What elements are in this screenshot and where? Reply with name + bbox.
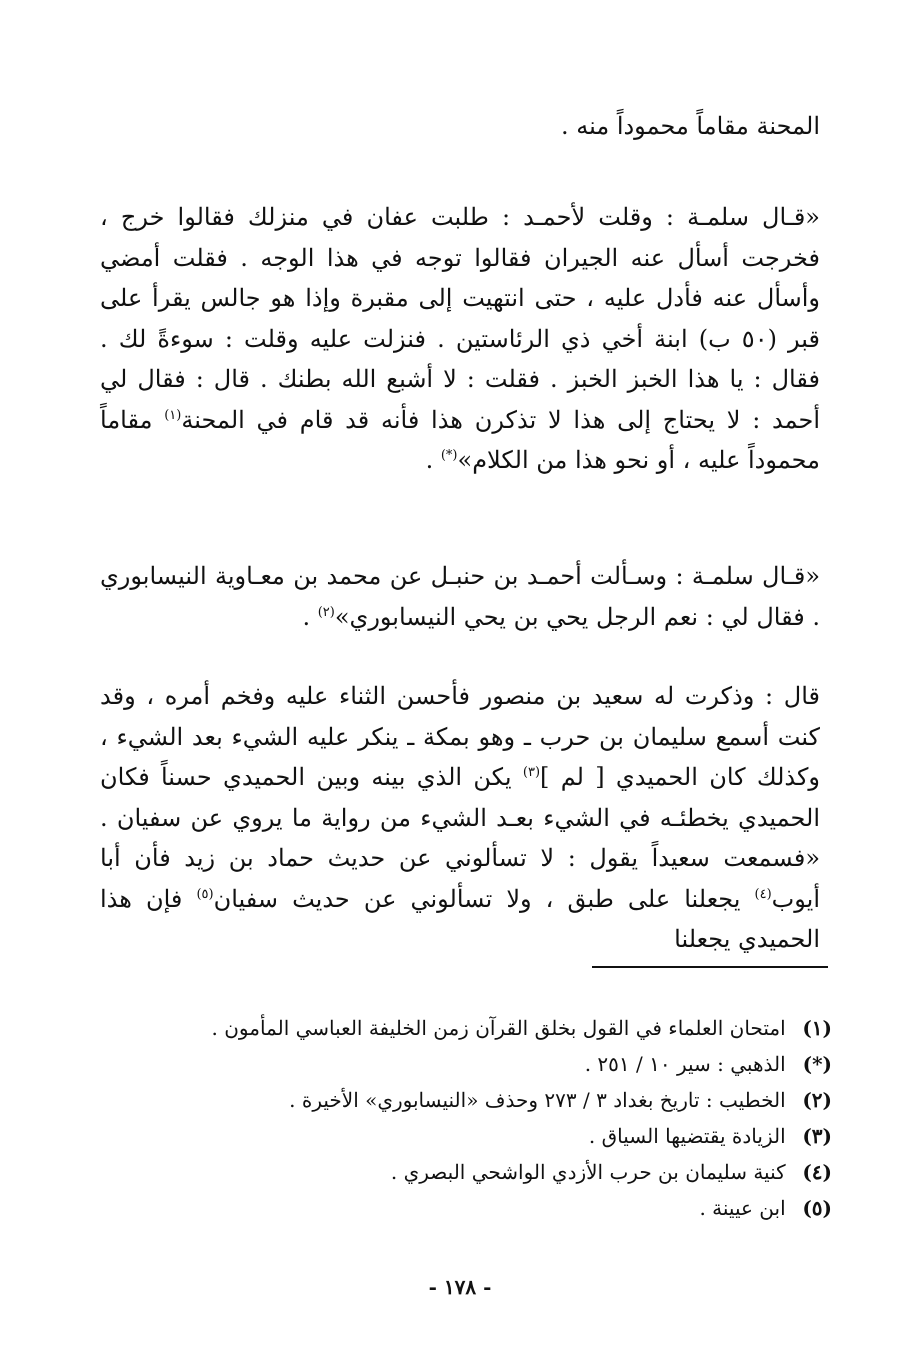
footnote-text: الذهبي : سير ١٠ / ٢٥١ .	[584, 1052, 786, 1076]
footnote-number: (١)	[802, 1016, 832, 1040]
footnote	[112, 1082, 832, 1118]
footnote-number: (*)	[802, 1052, 832, 1076]
footnote-number: (٢)	[802, 1088, 832, 1112]
body-text-segment: قال : وذكرت له سعيد بن منصور فأحسن الثناء عليه وفخم أمره ، وقد كنت أسمع سليمان بن حرب ـ وهو بمكة ـ ينكر عليه الشيء بعد الشيء ، وكذلك كان الحميدي [ لم ]	[100, 682, 821, 791]
footnote-separator	[592, 966, 828, 968]
footnote-text: الزيادة يقتضيها السياق .	[588, 1124, 786, 1148]
footnote-number: (٣)	[802, 1124, 832, 1148]
footnote-text: ابن عيينة .	[699, 1196, 786, 1220]
footnote	[112, 1010, 832, 1046]
body-text-segment: .	[302, 602, 318, 631]
footnote-text: الخطيب : تاريخ بغداد ٣ / ٢٧٣ وحذف «النيسابوري» الأخيرة .	[289, 1088, 786, 1112]
body-text-segment: المحنة مقاماً محموداً منه .	[560, 112, 820, 140]
body-text-segment: مقاماً محموداً عليه ، أو نحو هذا من الكلام»	[100, 405, 820, 474]
footnote-reference: (٢)	[317, 604, 335, 620]
paragraph-3	[100, 556, 820, 637]
body-text-segment: يجعلنا على طبق ، ولا تسألوني عن حديث سفيان	[213, 884, 755, 913]
body-text-segment: .	[425, 446, 441, 474]
footnote-reference: (٤)	[754, 886, 772, 902]
body-text-segment: يكن الذي بينه وبين الحميدي حسناً فكان الحميدي يخطئـه في الشيء بعـد الشيء من رواية ما يروي عن سفيان . «فسمعت سعيداً يقول : لا تسألوني عن حديث حماد بن زيد فأن أبا أيوب	[100, 763, 820, 913]
footnote-number: (٥)	[802, 1196, 832, 1220]
footnote-text: امتحان العلماء في القول بخلق القرآن زمن الخليفة العباسي المأمون .	[211, 1016, 786, 1040]
footnote-reference: (٣)	[522, 765, 541, 780]
footnote-reference: (*)	[440, 448, 458, 463]
paragraph-4-text	[100, 676, 820, 960]
paragraph-3-text	[100, 556, 820, 637]
footnote-text: كنية سليمان بن حرب الأزدي الواشحي البصري .	[390, 1160, 786, 1184]
footnote	[112, 1190, 832, 1226]
body-text-segment: فإن هذا الحميدي يجعلنا	[100, 884, 820, 953]
footnote-reference: (١)	[164, 407, 182, 423]
body-text-segment: «قـال سلمـة : وقلت لأحمـد : طلبت عفان في منزلك فقالوا خرج ، فخرجت أسأل عنه الجيران فقالوا توجه في هذا الوجه . فقلت أمضي وأسأل عنه فأدل عليه ، حتى انتهيت إلى مقبرة وإذا هو جالس يقرأ على قبر (٥٠ ب) ابنة أخي ذي الرئاستين . فنزلت عليه وقلت : سوءةً لك . فقال : يا هذا الخبز الخبز . فقلت : لا أشبع الله بطنك . قال : فقال لي أحمد : لا يحتاج إلى هذا لا تذكرن هذا فأنه قد قام في المحنة	[100, 203, 821, 434]
paragraph-1	[100, 106, 820, 147]
footnote-number: (٤)	[802, 1160, 832, 1184]
footnote	[112, 1118, 832, 1154]
footnotes-list	[112, 1010, 832, 1226]
paragraph-4	[100, 676, 820, 960]
page-number: - ١٧٨ -	[428, 1275, 492, 1299]
footnote	[112, 1154, 832, 1190]
paragraph-2-text	[100, 197, 820, 481]
footnote	[112, 1046, 832, 1082]
paragraph-1-text	[100, 106, 820, 147]
paragraph-2	[100, 197, 820, 481]
body-text-segment: «قـال سلمـة : وسـألت أحمـد بن حنبـل عن محمد بن معـاوية النيسابوري . فقال لي : نعم الرجل يحي بن يحي النيسابوري»	[100, 562, 820, 631]
footnote-reference: (٥)	[196, 886, 214, 902]
